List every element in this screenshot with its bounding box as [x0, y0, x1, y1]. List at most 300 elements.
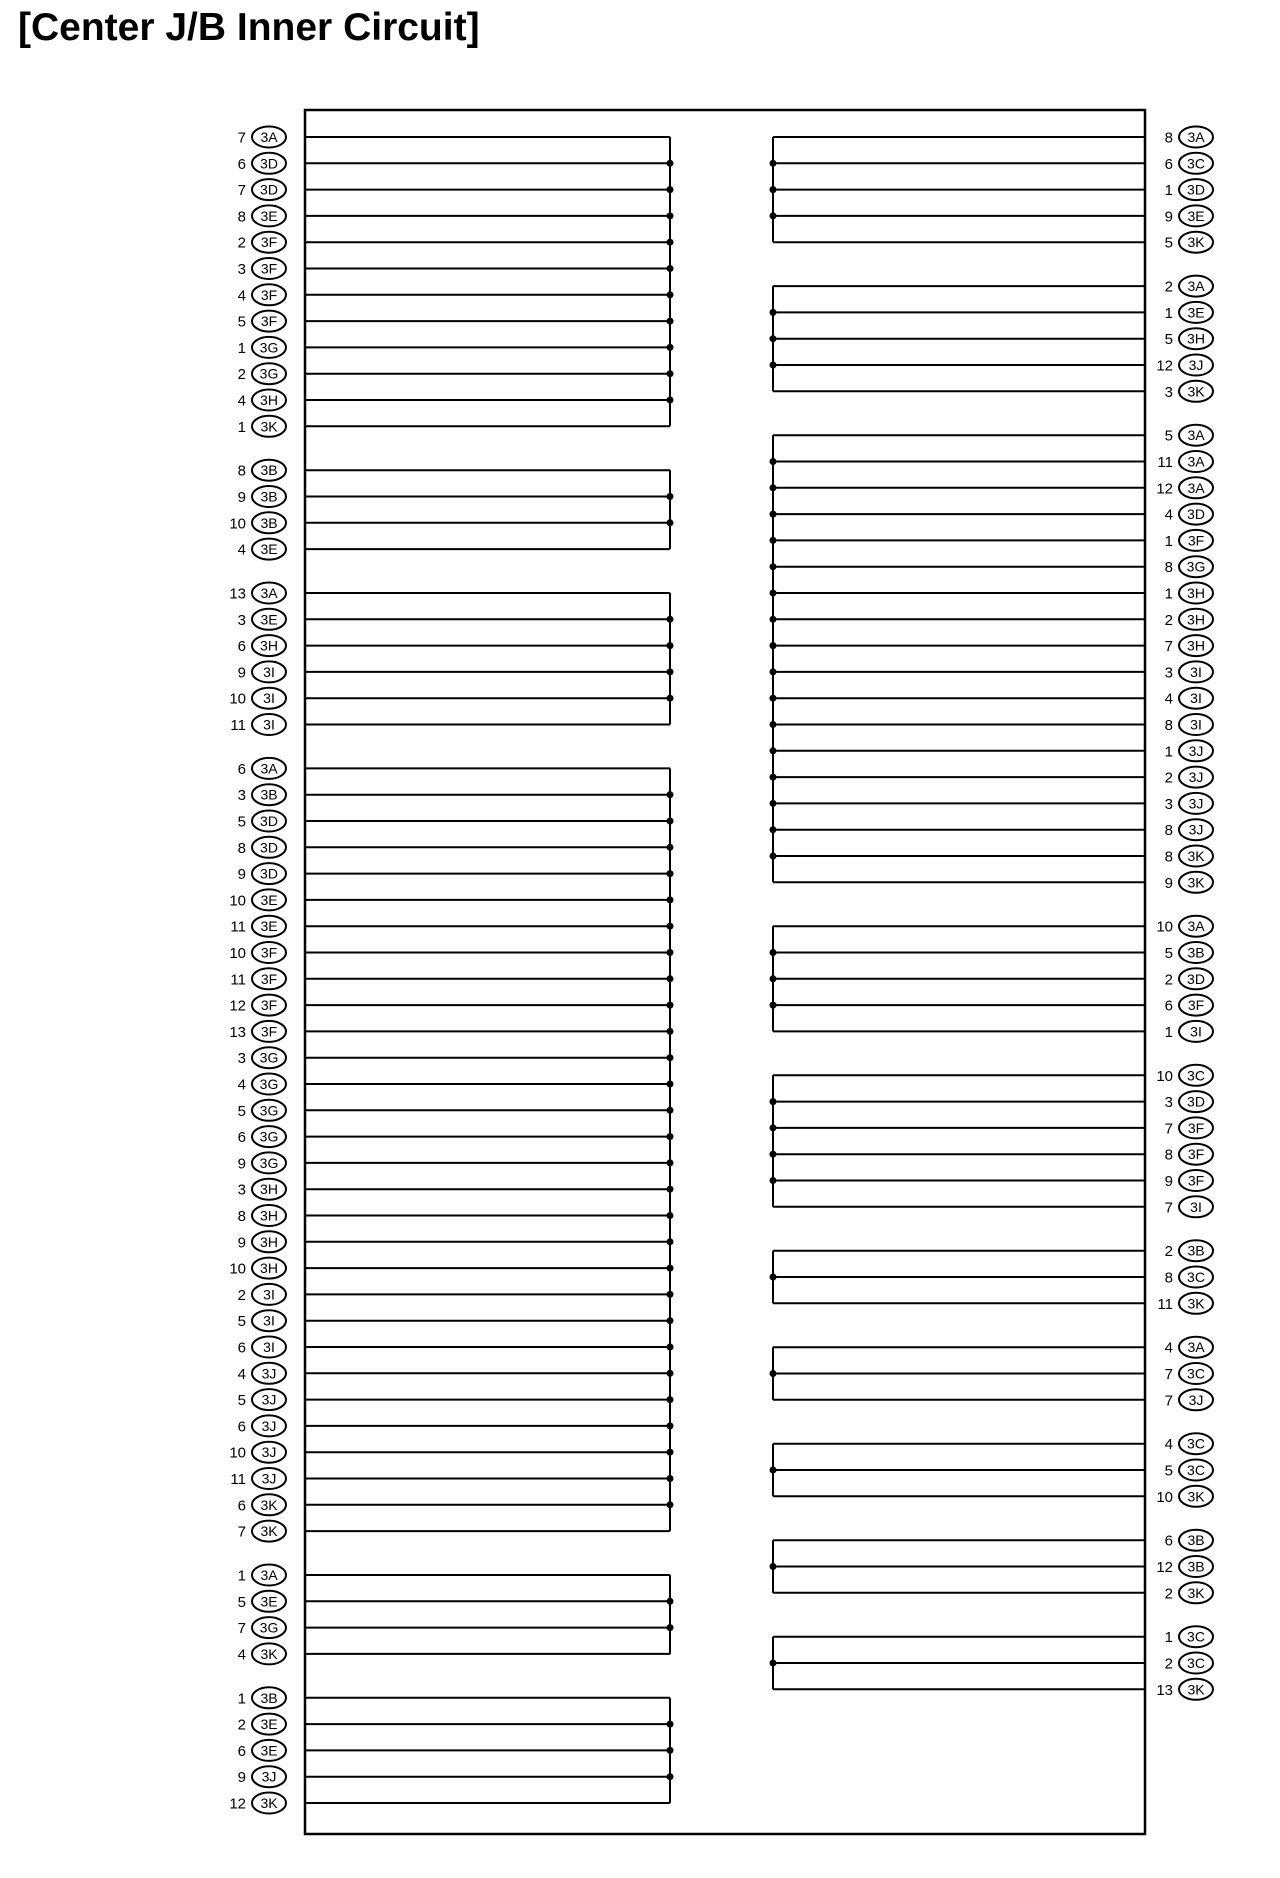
- pin-number: 11: [1157, 1295, 1173, 1313]
- connector-label: 3G: [259, 1076, 279, 1092]
- connector-label: 3K: [1187, 848, 1205, 864]
- junction-dot: [667, 1002, 674, 1009]
- pin-number: 9: [237, 866, 246, 884]
- junction-dot: [770, 695, 777, 702]
- junction-dot: [667, 1773, 674, 1780]
- pin-number: 4: [237, 392, 246, 410]
- connector-label: 3F: [260, 1023, 278, 1040]
- junction-dot: [667, 642, 674, 649]
- pin-number: 10: [229, 892, 246, 910]
- junction-dot: [770, 800, 777, 807]
- connector-label: 3E: [260, 1716, 278, 1733]
- pin-number: 10: [229, 690, 246, 708]
- junction-dot: [667, 1396, 674, 1403]
- pin-number: 10: [1156, 1067, 1173, 1085]
- pin-number: 8: [1164, 1146, 1173, 1164]
- pin-number: 8: [1164, 1269, 1173, 1287]
- pin-number: 6: [237, 760, 246, 778]
- connector-label: 3I: [1190, 690, 1202, 707]
- right-circuit-group: [770, 1240, 1214, 1314]
- junction-dot: [667, 923, 674, 930]
- junction-dot: [667, 1212, 674, 1219]
- pin-number: 10: [1156, 918, 1173, 936]
- junction-dot: [770, 721, 777, 728]
- left-circuit-group: [238, 127, 674, 437]
- junction-dot: [770, 1370, 777, 1377]
- pin-number: 3: [1164, 664, 1173, 682]
- pin-number: 13: [229, 1023, 246, 1041]
- connector-label: 3H: [260, 1260, 278, 1277]
- pin-number: 3: [237, 261, 246, 278]
- junction-dot: [667, 370, 674, 377]
- junction-dot: [770, 853, 777, 860]
- pin-number: 6: [1164, 997, 1173, 1015]
- connector-label: 3K: [1187, 1295, 1205, 1312]
- pin-number: 2: [237, 1716, 246, 1734]
- connector-label: 3J: [261, 1391, 277, 1408]
- pin-number: 1: [237, 418, 246, 436]
- pin-number: 4: [237, 287, 246, 305]
- pin-number: 5: [237, 1313, 246, 1331]
- pin-number: 9: [237, 1769, 246, 1787]
- connector-label: 3I: [263, 690, 275, 707]
- junction-dot: [667, 668, 674, 675]
- connector-label: 3E: [260, 541, 278, 558]
- connector-label: 3E: [260, 1742, 278, 1759]
- connector-label: 3F: [1187, 997, 1205, 1014]
- connector-label: 3H: [260, 392, 278, 408]
- connector-label: 3K: [1187, 234, 1205, 251]
- connector-label: 3E: [1187, 207, 1205, 224]
- connector-label: 3K: [260, 1523, 278, 1540]
- pin-number: 11: [230, 1471, 246, 1488]
- connector-label: 3E: [260, 611, 278, 628]
- connector-label: 3G: [259, 1619, 279, 1636]
- connector-label: 3A: [1187, 129, 1205, 145]
- pin-number: 9: [237, 1155, 246, 1173]
- pin-number: 6: [1164, 155, 1173, 173]
- connector-label: 3C: [1187, 155, 1205, 172]
- junction-dot: [667, 1501, 674, 1508]
- connector-label: 3D: [1187, 1093, 1205, 1110]
- connector-label: 3I: [263, 663, 275, 680]
- junction-dot: [770, 537, 777, 544]
- right-circuit-group: [770, 1530, 1214, 1604]
- pin-number: 9: [237, 664, 246, 682]
- connector-label: 3H: [1187, 611, 1205, 628]
- pin-number: 1: [237, 1690, 246, 1708]
- junction-dot: [667, 1747, 674, 1754]
- connector-label: 3J: [261, 1470, 277, 1487]
- junction-dot: [667, 160, 674, 167]
- pin-number: 11: [230, 971, 246, 989]
- connector-label: 3C: [1187, 1067, 1205, 1084]
- junction-dot: [667, 1265, 674, 1272]
- connector-label: 3D: [260, 181, 278, 198]
- pin-number: 7: [1164, 638, 1173, 656]
- connector-label: 3A: [260, 760, 278, 777]
- pin-number: 10: [229, 1260, 246, 1278]
- connector-label: 3K: [1187, 383, 1205, 400]
- junction-dot: [667, 239, 674, 246]
- junction-dot: [667, 291, 674, 298]
- connector-label: 3J: [261, 1444, 277, 1461]
- connector-label: 3D: [1187, 181, 1205, 198]
- junction-dot: [770, 1002, 777, 1009]
- connector-label: 3F: [1187, 1119, 1205, 1136]
- connector-label: 3G: [259, 1049, 279, 1066]
- pin-number: 4: [237, 1365, 246, 1383]
- junction-dot: [770, 1467, 777, 1474]
- connector-label: 3A: [1187, 278, 1205, 295]
- left-circuit-group: [229, 460, 673, 560]
- junction-dot: [667, 318, 674, 325]
- connector-label: 3A: [1187, 453, 1205, 470]
- connector-label: 3H: [260, 637, 278, 654]
- connector-label: 3J: [1188, 742, 1204, 759]
- right-circuit-group: [770, 127, 1214, 253]
- pin-number: 2: [1164, 611, 1173, 629]
- connector-label: 3I: [263, 1312, 275, 1329]
- right-circuit-group: [770, 916, 1214, 1042]
- connector-label: 3J: [1188, 1391, 1204, 1408]
- pin-number: 3: [237, 1181, 246, 1199]
- connector-label: 3E: [260, 891, 278, 908]
- diagram-title: [Center J/B Inner Circuit]: [18, 6, 480, 49]
- connector-label: 3K: [1187, 1488, 1205, 1505]
- pin-number: 10: [229, 515, 246, 533]
- left-circuit-group: [229, 758, 673, 1542]
- junction-dot: [667, 265, 674, 272]
- connector-label: 3A: [1187, 427, 1205, 444]
- connector-label: 3H: [1187, 585, 1205, 601]
- connector-label: 3B: [260, 488, 278, 505]
- connector-label: 3E: [260, 918, 278, 935]
- junction-dot: [667, 186, 674, 193]
- pin-number: 5: [237, 313, 246, 331]
- junction-dot: [667, 949, 674, 956]
- connector-label: 3K: [260, 1496, 278, 1513]
- junction-dot: [770, 309, 777, 316]
- junction-dot: [667, 344, 674, 351]
- junction-dot: [667, 870, 674, 877]
- pin-number: 2: [237, 366, 246, 384]
- junction-dot: [667, 1317, 674, 1324]
- connector-label: 3A: [1187, 1339, 1205, 1356]
- connector-label: 3A: [260, 585, 278, 601]
- junction-dot: [667, 1028, 674, 1035]
- connector-label: 3C: [1187, 1435, 1205, 1452]
- connector-label: 3K: [260, 1795, 278, 1811]
- connector-label: 3A: [1187, 918, 1205, 935]
- pin-number: 5: [237, 1593, 246, 1611]
- connector-label: 3D: [260, 155, 278, 172]
- pin-number: 1: [1164, 304, 1173, 322]
- pin-number: 12: [229, 1795, 246, 1813]
- left-circuit-group: [229, 1687, 673, 1813]
- connector-label: 3B: [1187, 1532, 1205, 1549]
- junction-dot: [667, 1598, 674, 1605]
- junction-dot: [667, 896, 674, 903]
- pin-number: 6: [237, 638, 246, 656]
- pin-number: 6: [237, 1418, 246, 1436]
- pin-number: 12: [1156, 1559, 1173, 1576]
- connector-label: 3J: [261, 1365, 277, 1382]
- pin-number: 3: [237, 1050, 246, 1068]
- junction-dot: [667, 1344, 674, 1351]
- pin-number: 4: [1164, 1436, 1173, 1454]
- connector-label: 3E: [1187, 304, 1205, 321]
- pin-number: 6: [237, 1497, 246, 1515]
- connector-label: 3H: [260, 1181, 278, 1198]
- junction-dot: [667, 616, 674, 623]
- right-circuit-group: [770, 276, 1214, 402]
- junction-dot: [667, 695, 674, 702]
- pin-number: 1: [1164, 1629, 1173, 1647]
- pin-number: 6: [237, 1129, 246, 1147]
- junction-dot: [770, 1098, 777, 1105]
- connector-label: 3J: [1188, 769, 1204, 786]
- connector-label: 3C: [1187, 1628, 1205, 1645]
- pin-number: 8: [1164, 559, 1173, 577]
- pin-number: 7: [1164, 1199, 1173, 1217]
- connector-label: 3F: [260, 313, 278, 330]
- connector-label: 3A: [1187, 479, 1205, 496]
- pin-number: 3: [237, 611, 246, 629]
- left-circuit-group: [229, 583, 673, 736]
- connector-label: 3A: [260, 1567, 278, 1583]
- pin-number: 3: [1164, 795, 1173, 813]
- pin-number: 1: [1164, 585, 1173, 603]
- junction-dot: [667, 1081, 674, 1088]
- junction-dot: [667, 844, 674, 851]
- pin-number: 12: [229, 997, 246, 1015]
- pin-number: 8: [237, 1208, 246, 1225]
- junction-dot: [770, 458, 777, 465]
- right-circuit-group: [770, 1433, 1214, 1507]
- pin-number: 13: [229, 585, 246, 603]
- junction-dot: [770, 949, 777, 956]
- junction-dot: [667, 1238, 674, 1245]
- right-circuit-group: [770, 425, 1214, 893]
- junction-dot: [770, 747, 777, 754]
- connector-label: 3D: [260, 839, 278, 856]
- connector-label: 3D: [1187, 506, 1205, 523]
- pin-number: 4: [237, 1646, 246, 1664]
- junction-dot: [667, 1624, 674, 1631]
- connector-label: 3H: [1187, 637, 1205, 654]
- connector-label: 3I: [1190, 1023, 1202, 1040]
- junction-dot: [770, 975, 777, 982]
- junction-dot: [667, 791, 674, 798]
- connector-label: 3F: [260, 997, 278, 1014]
- pin-number: 6: [237, 155, 246, 173]
- connector-label: 3C: [1187, 1462, 1205, 1478]
- connector-label: 3G: [259, 1102, 279, 1119]
- pin-number: 8: [237, 839, 246, 857]
- pin-number: 1: [1164, 1023, 1173, 1041]
- pin-number: 2: [1164, 1243, 1173, 1261]
- junction-dot: [770, 186, 777, 193]
- junction-dot: [770, 362, 777, 369]
- connector-label: 3F: [260, 944, 278, 961]
- connector-label: 3I: [1190, 1198, 1202, 1215]
- pin-number: 7: [237, 182, 246, 200]
- pin-number: 10: [229, 945, 246, 962]
- connector-label: 3G: [259, 1154, 279, 1171]
- connector-label: 3H: [260, 1233, 278, 1250]
- pin-number: 9: [237, 489, 246, 506]
- pin-number: 8: [1164, 129, 1173, 147]
- pin-number: 4: [1164, 1339, 1173, 1357]
- pin-number: 2: [1164, 971, 1173, 989]
- pin-number: 7: [237, 129, 246, 147]
- connector-label: 3B: [1187, 944, 1205, 961]
- connector-label: 3D: [260, 865, 278, 882]
- junction-dot: [770, 160, 777, 167]
- junction-dot: [770, 616, 777, 623]
- connector-label: 3B: [260, 514, 278, 531]
- connector-label: 3K: [1187, 874, 1205, 891]
- pin-number: 2: [1164, 1655, 1173, 1673]
- pin-number: 1: [237, 339, 246, 357]
- junction-dot: [667, 397, 674, 404]
- circuit-groups: [229, 127, 1213, 1814]
- pin-number: 5: [1164, 427, 1173, 445]
- connector-label: 3G: [1186, 558, 1206, 575]
- pin-number: 1: [237, 1567, 246, 1585]
- pin-number: 8: [1164, 822, 1173, 840]
- connector-label: 3J: [261, 1768, 277, 1785]
- connector-label: 3B: [260, 786, 278, 803]
- pin-number: 11: [230, 918, 246, 936]
- pin-number: 7: [237, 1523, 246, 1541]
- connector-label: 3C: [1187, 1269, 1205, 1285]
- connector-label: 3C: [1187, 1655, 1205, 1671]
- connector-label: 3K: [1187, 1584, 1205, 1601]
- junction-dot: [667, 975, 674, 982]
- connector-label: 3B: [1187, 1242, 1205, 1259]
- connector-label: 3I: [263, 1339, 275, 1355]
- junction-dot: [667, 1159, 674, 1166]
- junction-dot: [770, 212, 777, 219]
- pin-number: 9: [1164, 1173, 1173, 1190]
- junction-dot: [770, 590, 777, 597]
- connector-label: 3K: [260, 418, 278, 435]
- junction-dot: [667, 818, 674, 825]
- pin-number: 1: [1164, 182, 1173, 200]
- pin-number: 11: [230, 717, 246, 734]
- junction-dot: [770, 668, 777, 675]
- connector-label: 3B: [260, 462, 278, 479]
- pin-number: 5: [237, 1102, 246, 1120]
- right-circuit-group: [770, 1337, 1214, 1411]
- connector-label: 3F: [1187, 1172, 1205, 1189]
- connector-label: 3G: [259, 1128, 279, 1145]
- pin-number: 2: [1164, 278, 1173, 296]
- connector-label: 3J: [1188, 357, 1204, 373]
- pin-number: 4: [1164, 506, 1173, 524]
- pin-number: 10: [229, 1444, 246, 1462]
- pin-number: 5: [1164, 331, 1173, 349]
- junction-dot: [667, 1422, 674, 1429]
- junction-dot: [770, 1563, 777, 1570]
- connector-label: 3D: [1187, 970, 1205, 987]
- junction-dot: [770, 1274, 777, 1281]
- connector-label: 3H: [260, 1207, 278, 1224]
- pin-number: 2: [1164, 1585, 1173, 1603]
- connector-label: 3I: [1190, 663, 1202, 680]
- connector-label: 3H: [1187, 330, 1205, 347]
- pin-number: 3: [1164, 383, 1173, 401]
- connector-label: 3F: [260, 234, 278, 251]
- connector-label: 3F: [260, 260, 278, 277]
- junction-dot: [770, 335, 777, 342]
- junction-dot: [667, 1291, 674, 1298]
- pin-number: 7: [237, 1620, 246, 1638]
- junction-dot: [667, 1449, 674, 1456]
- pin-number: 6: [237, 1742, 246, 1760]
- pin-number: 3: [237, 787, 246, 805]
- connector-label: 3F: [260, 970, 278, 987]
- pin-number: 6: [1164, 1532, 1173, 1550]
- connector-label: 3K: [260, 1645, 278, 1662]
- pin-number: 5: [237, 1392, 246, 1410]
- pin-number: 9: [1164, 208, 1173, 226]
- pin-number: 2: [237, 234, 246, 252]
- pin-number: 7: [1164, 1392, 1173, 1410]
- junction-dot: [770, 774, 777, 781]
- pin-number: 5: [237, 813, 246, 831]
- pin-number: 12: [1156, 357, 1173, 375]
- connector-label: 3E: [260, 207, 278, 224]
- connector-label: 3A: [260, 129, 278, 145]
- connector-label: 3J: [1188, 821, 1204, 838]
- junction-dot: [667, 1133, 674, 1140]
- pin-number: 9: [237, 1234, 246, 1252]
- pin-number: 12: [1156, 480, 1173, 498]
- connector-label: 3B: [1187, 1558, 1205, 1575]
- junction-dot: [770, 1124, 777, 1131]
- pin-number: 3: [1164, 1094, 1173, 1112]
- pin-number: 8: [1164, 717, 1173, 734]
- junction-dot: [667, 1475, 674, 1482]
- pin-number: 8: [237, 462, 246, 480]
- pin-number: 5: [1164, 945, 1173, 962]
- pin-number: 2: [237, 1286, 246, 1304]
- connector-label: 3G: [259, 365, 279, 382]
- junction-dot: [667, 1107, 674, 1114]
- pin-number: 5: [1164, 234, 1173, 252]
- connector-label: 3K: [1187, 1681, 1205, 1698]
- connector-label: 3J: [261, 1417, 277, 1434]
- connector-label: 3F: [1187, 532, 1205, 549]
- junction-dot: [770, 511, 777, 518]
- junction-dot: [770, 826, 777, 833]
- junction-dot: [667, 519, 674, 526]
- junction-dot: [770, 1151, 777, 1158]
- connector-label: 3F: [1187, 1146, 1205, 1163]
- junction-dot: [770, 1660, 777, 1667]
- junction-dot: [667, 493, 674, 500]
- connector-label: 3J: [1188, 795, 1204, 812]
- connector-label: 3I: [263, 716, 275, 733]
- junction-dot: [770, 563, 777, 570]
- pin-number: 4: [237, 541, 246, 559]
- junction-dot: [667, 1054, 674, 1061]
- junction-dot: [770, 642, 777, 649]
- pin-number: 8: [1164, 848, 1173, 866]
